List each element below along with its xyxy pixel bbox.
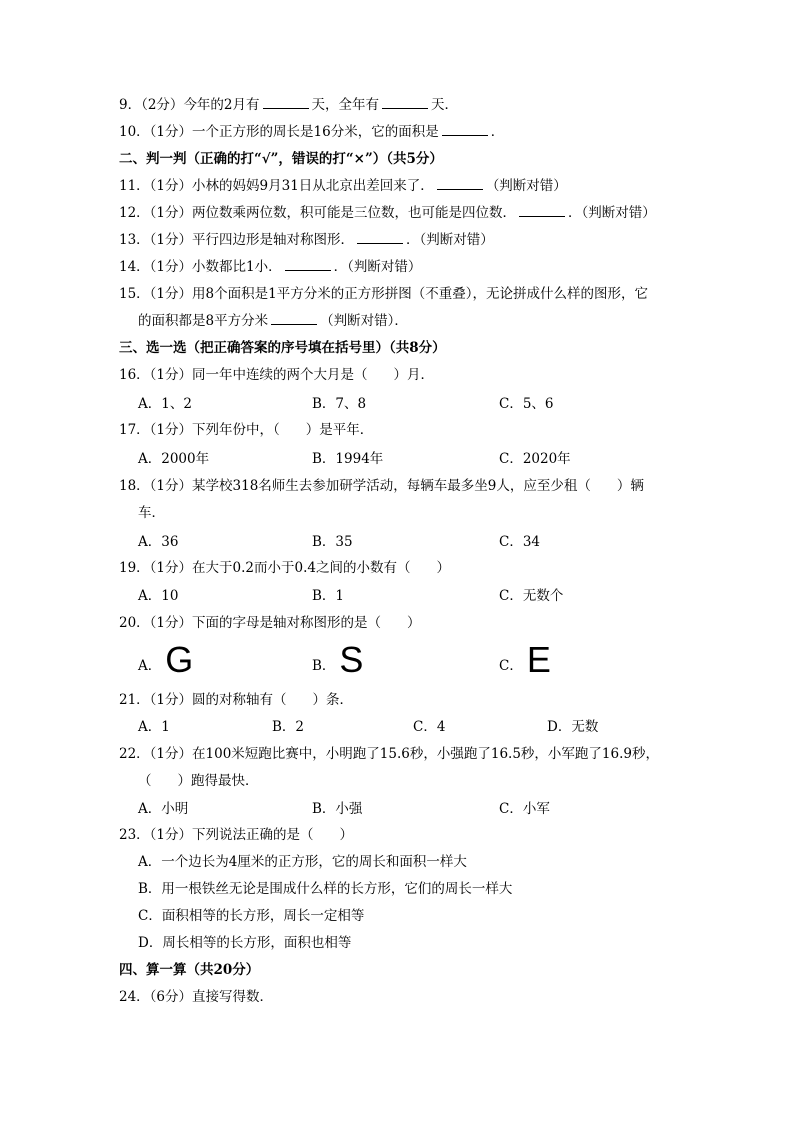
question-16: 16．（1分）同一年中连续的两个大月是（ ）月． <box>119 367 435 383</box>
question-number: 24．（6分） <box>119 989 193 1005</box>
option-b[interactable]: B． S <box>312 639 364 680</box>
question-14: 14．（1分）小数都比1小． ．（判断对错） <box>119 259 422 275</box>
question-number: 18．（1分） <box>119 478 193 494</box>
option-b[interactable]: B．用一根铁丝无论是围成什么样的长方形，它们的周长一样大 <box>138 881 513 897</box>
answer-blank[interactable] <box>285 258 331 271</box>
question-12: 12．（1分）两位数乘两位数，积可能是三位数，也可能是四位数． ．（判断对错） <box>119 205 656 221</box>
question-number: 22．（1分） <box>119 746 193 762</box>
option-c[interactable]: C． E <box>499 639 551 680</box>
option-a[interactable]: A．2000年 <box>138 451 210 467</box>
letter-s: S <box>339 639 364 680</box>
answer-blank[interactable] <box>442 123 488 136</box>
answer-blank[interactable] <box>382 96 428 109</box>
answer-blank[interactable] <box>437 177 483 190</box>
option-c[interactable]: C．34 <box>499 534 541 550</box>
question-number: 9．（2分） <box>119 97 184 113</box>
letter-e: E <box>526 639 551 680</box>
question-10: 10．（1分）一个正方形的周长是16分米，它的面积是 ． <box>119 124 505 140</box>
question-number: 11．（1分） <box>119 178 193 194</box>
question-24: 24．（6分）直接写得数． <box>119 989 274 1005</box>
option-b[interactable]: B．35 <box>312 534 353 550</box>
option-b[interactable]: B．2 <box>272 719 305 735</box>
question-number: 20．（1分） <box>119 615 193 631</box>
answer-blank[interactable] <box>271 312 317 325</box>
question-18: 18．（1分）某学校318名师生去参加研学活动，每辆车最多坐9人，应至少租（ ）辆 <box>119 478 644 494</box>
section-heading-4: 四、算一算（共20分） <box>119 962 260 978</box>
question-number: 23．（1分） <box>119 827 193 843</box>
option-b[interactable]: B．1994年 <box>312 451 384 467</box>
question-22: 22．（1分）在100米短跑比赛中，小明跑了15.6秒，小强跑了16.5秒，小军跑了16.9秒， <box>119 746 659 762</box>
question-number: 15．（1分） <box>119 286 193 302</box>
answer-blank[interactable] <box>263 96 309 109</box>
answer-blank[interactable] <box>357 231 403 244</box>
question-19: 19．（1分）在大于0.2而小于0.4之间的小数有（ ） <box>119 560 450 576</box>
question-15: 15．（1分）用8个面积是1平方分米的正方形拼图（不重叠），无论拼成什么样的图形，它 <box>119 286 648 302</box>
option-b[interactable]: B．7、8 <box>312 396 367 412</box>
question-9: 9．（2分）今年的2月有 天，全年有 天． <box>119 97 459 113</box>
option-b[interactable]: B．1 <box>312 588 345 604</box>
option-a[interactable]: A．一个边长为4厘米的正方形，它的周长和面积一样大 <box>138 854 467 870</box>
question-number: 17．（1分） <box>119 422 193 438</box>
question-23: 23．（1分）下列说法正确的是（ ） <box>119 827 354 843</box>
question-number: 14．（1分） <box>119 259 193 275</box>
question-number: 13．（1分） <box>119 232 193 248</box>
option-c[interactable]: C．5、6 <box>499 396 554 412</box>
section-heading-2: 二、判一判（正确的打“√”，错误的打“×”）（共5分） <box>119 151 443 167</box>
question-18-continued: 车． <box>138 505 165 521</box>
answer-blank[interactable] <box>519 204 565 217</box>
question-number: 16．（1分） <box>119 367 193 383</box>
question-17: 17．（1分）下列年份中，（ ）是平年． <box>119 422 374 438</box>
question-22-continued: （ ）跑得最快． <box>138 773 259 789</box>
option-a[interactable]: A．1、2 <box>138 396 192 412</box>
letter-g: G <box>165 639 194 680</box>
question-number: 10．（1分） <box>119 124 193 140</box>
question-number: 12．（1分） <box>119 205 193 221</box>
option-a[interactable]: A．10 <box>138 588 179 604</box>
option-a[interactable]: A．小明 <box>138 801 189 817</box>
question-13: 13．（1分）平行四边形是轴对称图形． ．（判断对错） <box>119 232 494 248</box>
option-c[interactable]: C．小军 <box>499 801 550 817</box>
question-21: 21．（1分）圆的对称轴有（ ）条． <box>119 692 354 708</box>
section-heading-3: 三、选一选（把正确答案的序号填在括号里）（共8分） <box>119 340 446 356</box>
option-d[interactable]: D．无数 <box>547 719 599 735</box>
question-number: 21．（1分） <box>119 692 193 708</box>
question-15-continued: 的面积都是8平方分米 （判断对错）． <box>138 313 408 329</box>
question-number: 19．（1分） <box>119 560 193 576</box>
option-c[interactable]: C．4 <box>413 719 446 735</box>
question-11: 11．（1分）小林的妈妈9月31日从北京出差回来了． （判断对错） <box>119 178 567 194</box>
option-a[interactable]: A．36 <box>138 534 179 550</box>
option-c[interactable]: C．2020年 <box>499 451 571 467</box>
option-a[interactable]: A． G <box>138 639 194 680</box>
option-a[interactable]: A．1 <box>138 719 170 735</box>
question-20: 20．（1分）下面的字母是轴对称图形的是（ ） <box>119 615 421 631</box>
option-c[interactable]: C．面积相等的长方形，周长一定相等 <box>138 908 365 924</box>
option-d[interactable]: D．周长相等的长方形，面积也相等 <box>138 935 352 951</box>
option-c[interactable]: C．无数个 <box>499 588 564 604</box>
option-b[interactable]: B．小强 <box>312 801 363 817</box>
